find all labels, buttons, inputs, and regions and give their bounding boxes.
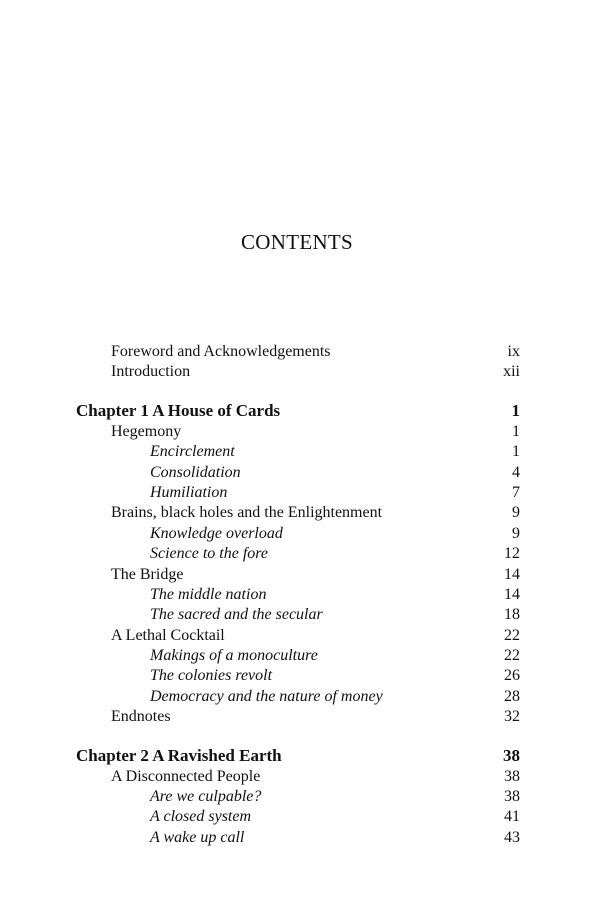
- toc-page-number: ix: [507, 343, 520, 360]
- front-matter-entry: [0, 342, 594, 362]
- toc-entry-title: Consolidation: [150, 463, 241, 481]
- toc-entry-title: Knowledge overload: [150, 524, 283, 542]
- toc-entry-title: Hegemony: [111, 422, 182, 440]
- subsection-entry: [0, 687, 594, 707]
- toc-page-number: 7: [512, 483, 520, 501]
- section-entry: [0, 626, 594, 646]
- toc-page-number: 1: [512, 422, 520, 440]
- toc-entry-title: The colonies revolt: [150, 667, 273, 685]
- toc-page-number: 4: [512, 463, 520, 481]
- section-entry: [0, 503, 594, 523]
- toc-entry-title: Are we culpable?: [150, 788, 262, 806]
- toc-page-number: 1: [511, 400, 520, 420]
- toc-page-number: 1: [512, 443, 520, 461]
- toc-entry-title: A closed system: [150, 808, 252, 826]
- spacer: [0, 383, 594, 400]
- subsection-entry: [0, 807, 594, 827]
- toc-entry-title: A wake up call: [150, 828, 245, 846]
- toc-entry-title: Chapter 1 A House of Cards: [76, 400, 281, 420]
- toc-page-number: 22: [504, 626, 520, 644]
- toc-page-number: 38: [503, 745, 520, 765]
- subsection-entry: [0, 585, 594, 605]
- toc-page-number: 18: [504, 606, 520, 624]
- toc-entry-title: The sacred and the secular: [150, 606, 323, 624]
- spacer: [0, 728, 594, 745]
- toc-entry-title: The middle nation: [150, 585, 267, 603]
- section-entry: [0, 422, 594, 442]
- subsection-entry: [0, 828, 594, 848]
- toc-entry-title: Democracy and the nature of money: [150, 687, 383, 705]
- toc-entry-title: Humiliation: [150, 483, 228, 501]
- section-entry: [0, 707, 594, 727]
- toc-entry-title: The Bridge: [111, 565, 184, 583]
- chapter-heading: [0, 400, 594, 422]
- subsection-entry: [0, 646, 594, 666]
- toc-entry-title: Brains, black holes and the Enlightenment: [111, 504, 383, 522]
- table-of-contents: [0, 342, 594, 848]
- subsection-entry: [0, 442, 594, 462]
- front-matter-entry: [0, 362, 594, 382]
- subsection-entry: [0, 483, 594, 503]
- section-entry: [0, 767, 594, 787]
- toc-entry-title: Chapter 2 A Ravished Earth: [76, 745, 282, 765]
- toc-entry-title: Science to the fore: [150, 545, 269, 563]
- toc-page-number: 22: [504, 647, 520, 665]
- toc-entry-title: Endnotes: [111, 708, 171, 726]
- toc-page-number: 12: [504, 545, 520, 563]
- subsection-entry: [0, 463, 594, 483]
- subsection-entry: [0, 544, 594, 564]
- toc-entry-title: A Lethal Cocktail: [111, 626, 225, 644]
- toc-page-number: 38: [504, 767, 520, 785]
- toc-page-number: 14: [504, 565, 520, 583]
- toc-page-number: 38: [504, 788, 520, 806]
- toc-entry-title: Encirclement: [150, 443, 235, 461]
- toc-page-number: 32: [504, 708, 520, 726]
- toc-page-number: 14: [504, 585, 520, 603]
- subsection-entry: [0, 605, 594, 625]
- toc-page-number: 9: [512, 504, 520, 522]
- toc-entry-title: Introduction: [111, 363, 191, 381]
- toc-page-number: 26: [504, 667, 520, 685]
- section-entry: [0, 565, 594, 585]
- chapter-heading: [0, 745, 594, 767]
- toc-page-number: 41: [504, 808, 520, 826]
- toc-page-number: 9: [512, 524, 520, 542]
- page-title: CONTENTS: [240, 230, 354, 254]
- toc-page-number: 28: [504, 687, 520, 705]
- toc-entry-title: Foreword and Acknowledgements: [111, 343, 331, 360]
- toc-entry-title: A Disconnected People: [111, 767, 261, 785]
- toc-page-number: 43: [504, 828, 520, 846]
- subsection-entry: [0, 524, 594, 544]
- subsection-entry: [0, 787, 594, 807]
- toc-page-number: xii: [503, 363, 520, 381]
- toc-entry-title: Makings of a monoculture: [150, 647, 318, 665]
- subsection-entry: [0, 666, 594, 686]
